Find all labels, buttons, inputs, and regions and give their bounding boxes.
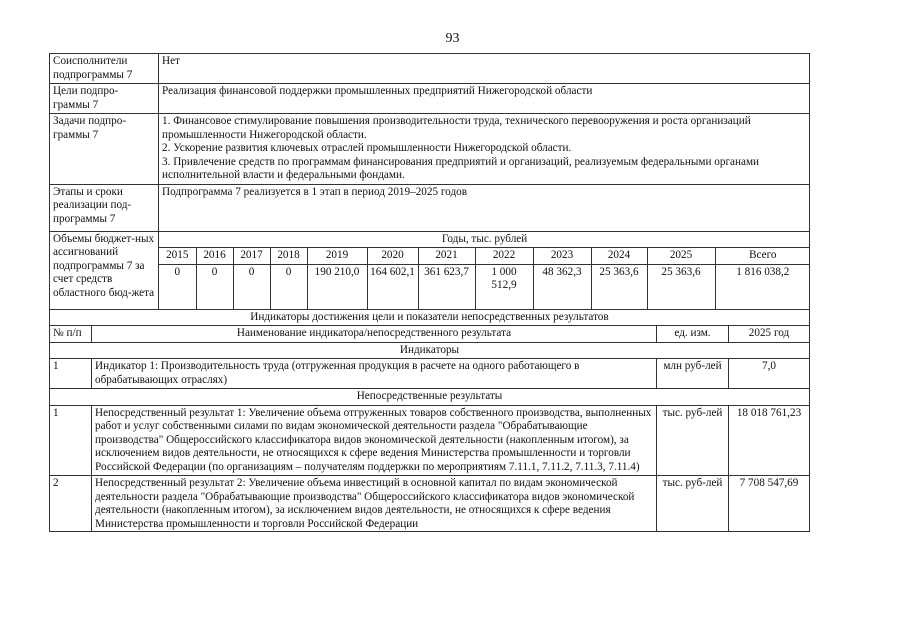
budget-value: 164 602,1	[367, 264, 418, 309]
program-passport-table	[49, 53, 810, 532]
row-value: 18 018 761,23	[729, 405, 810, 476]
row-unit: тыс. руб-лей	[657, 476, 729, 532]
stages-value: Подпрограмма 7 реализуется в 1 этап в период 2019–2025 годов	[159, 184, 810, 231]
budget-value-total: 1 816 038,2	[736, 265, 790, 278]
budget-value: 0	[270, 264, 307, 309]
table-row	[50, 359, 810, 389]
indicators-title: Индикаторы	[50, 342, 810, 359]
task-item: 2. Ускорение развития ключевых отраслей промышленности Нижегородской области.	[162, 142, 572, 154]
budget-header: Годы, тыс. рублей	[159, 232, 810, 248]
tasks-label: Задачи подпро-граммы 7	[50, 114, 159, 185]
budget-year: 2016	[196, 248, 233, 265]
budget-value: 25 363,6	[647, 264, 715, 309]
budget-table	[159, 232, 810, 309]
budget-value: 0	[196, 264, 233, 309]
row-budget	[50, 231, 810, 309]
budget-year: 2020	[367, 248, 418, 265]
col-year-header: 2025 год	[729, 326, 810, 343]
row-goals	[50, 84, 810, 114]
budget-year: 2015	[159, 248, 196, 265]
budget-year: 2018	[270, 248, 307, 265]
budget-year: 2019	[307, 248, 367, 265]
budget-year: 2022	[475, 248, 533, 265]
row-unit: тыс. руб-лей	[657, 405, 729, 476]
budget-value: 190 210,0	[307, 264, 367, 309]
results-title-row	[50, 389, 810, 406]
task-item: 3. Привлечение средств по программам финансирования предприятий и организаций, реализуемым федеральными органами исполнительной власти и федеральными фондами.	[162, 155, 760, 181]
table-row	[50, 405, 810, 476]
row-num: 1	[50, 405, 92, 476]
col-name-header: Наименование индикатора/непосредственного результата	[92, 326, 657, 343]
indicators-section-title: Индикаторы достижения цели и показатели непосредственных результатов	[50, 309, 810, 326]
budget-years-row	[159, 248, 810, 265]
page-number: 93	[445, 31, 460, 46]
row-unit: млн руб-лей	[657, 359, 729, 389]
row-name: Непосредственный результат 1: Увеличение объема отгруженных товаров собственного производства, выполненных работ и услуг собственными силами по видам экономической деятельности раздела "Обрабатывающие производства" Общероссийского классификатора видов экономической деятельности (накопленным итогом), за исключением видов деятельности, не относящихся к сфере ведения Министерства промышленности и торговли Российской Федерации (по организациям – получателям поддержки по мероприятиям 7.11.1, 7.11.2, 7.11.3, 7.11.4)	[92, 405, 657, 476]
budget-year: 2025	[647, 248, 715, 265]
row-num: 2	[50, 476, 92, 532]
indicators-section-row	[50, 309, 810, 326]
tasks-value	[159, 114, 810, 185]
budget-year: 2024	[591, 248, 647, 265]
row-tasks	[50, 114, 810, 185]
budget-year: 2021	[418, 248, 475, 265]
stages-label: Этапы и сроки реализации под-программы 7	[50, 184, 159, 231]
budget-value: 25 363,6	[591, 264, 647, 309]
indicators-title-row	[50, 342, 810, 359]
row-value: 7 708 547,69	[729, 476, 810, 532]
budget-year: 2017	[233, 248, 270, 265]
budget-value: 361 623,7	[418, 264, 475, 309]
budget-value: 48 362,3	[533, 264, 591, 309]
row-num: 1	[50, 359, 92, 389]
budget-values-row	[159, 264, 810, 309]
budget-value: 0	[159, 264, 196, 309]
task-item: 1. Финансовое стимулирование повышения производительности труда, технического перевооружения и роста организаций промышленности Нижегородской области.	[162, 115, 751, 141]
row-value: 7,0	[729, 359, 810, 389]
indicators-header-row	[50, 326, 810, 343]
row-name-cell	[92, 476, 657, 532]
budget-value: 0	[233, 264, 270, 309]
co-executors-value: Нет	[159, 54, 810, 84]
budget-value: 1 000 512,9	[475, 264, 533, 309]
col-num-header: № п/п	[50, 326, 92, 343]
budget-year: 2023	[533, 248, 591, 265]
budget-label: Объемы бюджет-ных ассигнований подпрограммы 7 за счет средств областного бюд-жета	[50, 231, 159, 309]
row-stages	[50, 184, 810, 231]
row-co-executors	[50, 54, 810, 84]
row-name: Непосредственный результат 2: Увеличение объема инвестиций в основной капитал по видам экономической деятельности раздела "Обрабатывающие производства" Общероссийского классификатора видов экономической деятельности (накопленным итогом), за исключением видов деятельности, не относящихся к сфере ведения Министерства промышленности и торговли Российской Федерации	[95, 477, 635, 530]
goals-value: Реализация финансовой поддержки промышленных предприятий Нижегородской области	[159, 84, 810, 114]
row-name: Индикатор 1: Производительность труда (отгруженная продукция в расчете на одного работающего в обрабатывающих отраслях)	[92, 359, 657, 389]
col-unit-header: ед. изм.	[657, 326, 729, 343]
budget-year-total: Всего	[715, 248, 810, 265]
goals-label: Цели подпро-граммы 7	[50, 84, 159, 114]
budget-cell	[159, 231, 810, 309]
results-title: Непосредственные результаты	[50, 389, 810, 406]
co-executors-label: Соисполнители подпрограммы 7	[50, 54, 159, 84]
table-row	[50, 476, 810, 532]
